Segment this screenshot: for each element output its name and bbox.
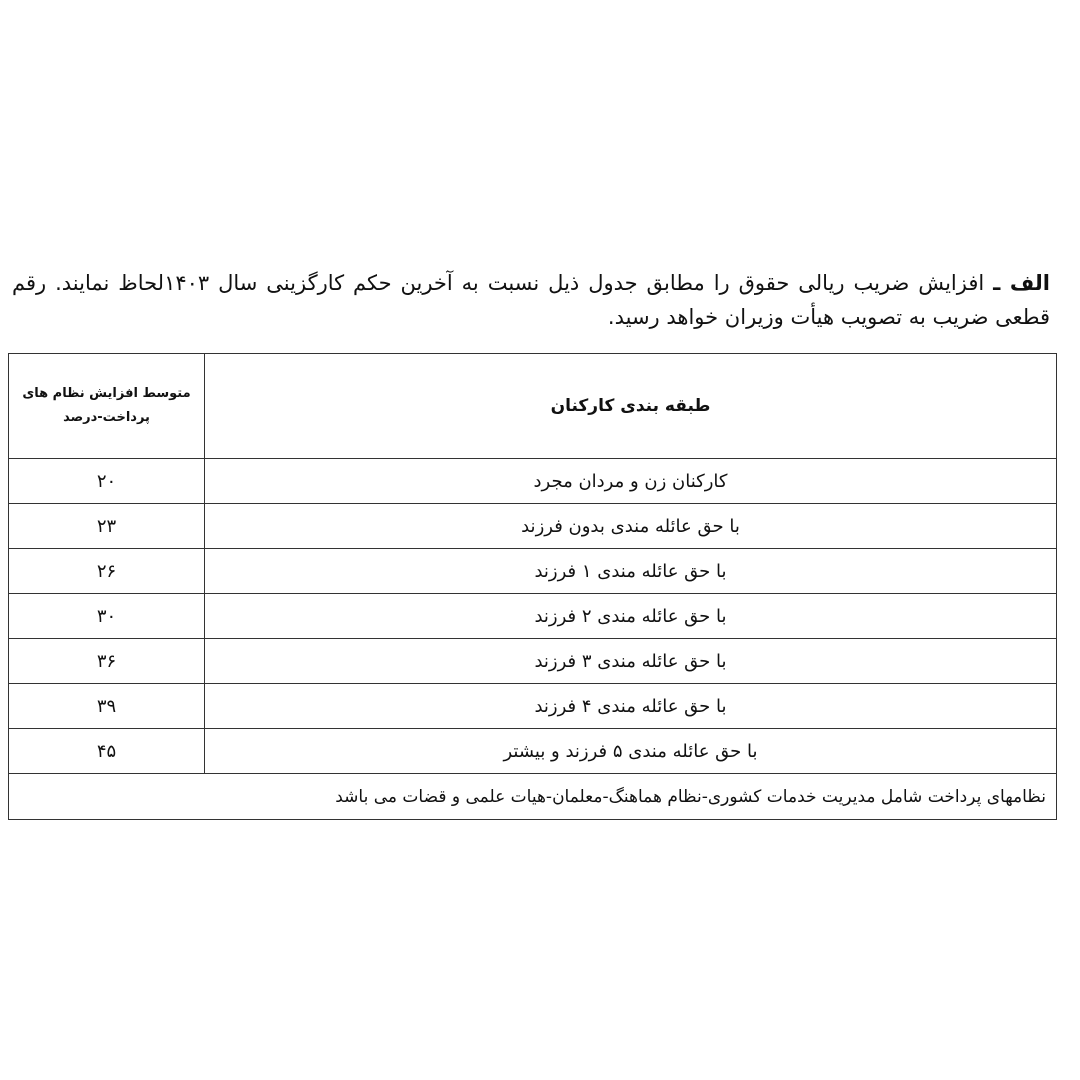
row-percent: ۳۰: [9, 594, 205, 639]
intro-paragraph: [12, 266, 1050, 334]
table-row: [9, 459, 1057, 504]
intro-text: افزایش ضریب ریالی حقوق را مطابق جدول ذیل نسبت به آخرین حکم کارگزینی سال ۱۴۰۳لحاظ نمایند. رقم قطعی ضریب به تصویب هیأت وزیران خواهد رسید.: [12, 271, 1050, 329]
row-percent: ۲۰: [9, 459, 205, 504]
table-header-row: [9, 354, 1057, 459]
table-row: [9, 729, 1057, 774]
table-row: [9, 639, 1057, 684]
salary-increase-table: [8, 353, 1057, 820]
row-percent: ۳۶: [9, 639, 205, 684]
row-label: با حق عائله مندی ۴ فرزند: [205, 684, 1057, 729]
table-note-row: [9, 774, 1057, 820]
header-average-increase-percent: متوسط افزایش نظام های پرداخت-درصد: [9, 354, 205, 459]
header-employee-classification: طبقه بندی کارکنان: [205, 354, 1057, 459]
intro-lead: الف ـ: [993, 271, 1050, 295]
row-label: با حق عائله مندی ۱ فرزند: [205, 549, 1057, 594]
row-label: با حق عائله مندی بدون فرزند: [205, 504, 1057, 549]
row-percent: ۴۵: [9, 729, 205, 774]
table-row: [9, 549, 1057, 594]
row-label: کارکنان زن و مردان مجرد: [205, 459, 1057, 504]
row-percent: ۲۶: [9, 549, 205, 594]
row-percent: ۲۳: [9, 504, 205, 549]
row-label: با حق عائله مندی ۳ فرزند: [205, 639, 1057, 684]
row-label: با حق عائله مندی ۵ فرزند و بیشتر: [205, 729, 1057, 774]
row-percent: ۳۹: [9, 684, 205, 729]
table-row: [9, 504, 1057, 549]
table-row: [9, 684, 1057, 729]
row-label: با حق عائله مندی ۲ فرزند: [205, 594, 1057, 639]
table-note: نظامهای پرداخت شامل مدیریت خدمات کشوری-نظام هماهنگ-معلمان-هیات علمی و قضات می باشد: [9, 774, 1057, 820]
table-row: [9, 594, 1057, 639]
